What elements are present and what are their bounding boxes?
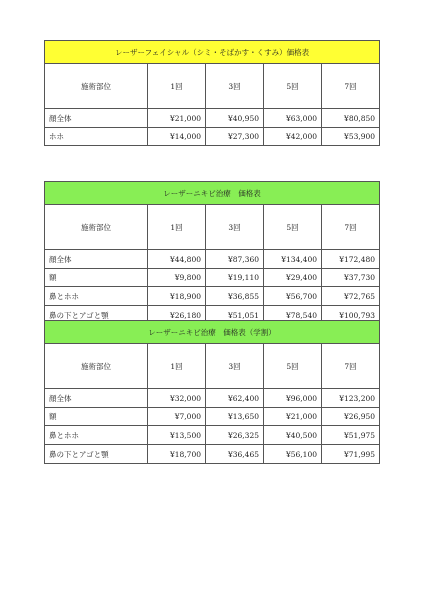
header-3x: 3回 xyxy=(206,64,264,109)
row-part: 鼻の下とアゴと顎 xyxy=(45,306,148,325)
header-part: 施術部位 xyxy=(45,205,148,250)
price-table-laser-facial xyxy=(44,40,380,146)
price-3x: ¥27,300 xyxy=(206,128,264,146)
price-3x: ¥40,950 xyxy=(206,109,264,128)
price-5x: ¥29,400 xyxy=(264,269,322,287)
table-row xyxy=(45,269,380,287)
table-header-row xyxy=(45,344,380,389)
row-part: ホホ xyxy=(45,128,148,146)
price-7x: ¥80,850 xyxy=(322,109,380,128)
price-5x: ¥56,100 xyxy=(264,445,322,464)
table-row xyxy=(45,445,380,464)
table-row xyxy=(45,408,380,426)
price-1x: ¥18,900 xyxy=(148,287,206,306)
price-5x: ¥134,400 xyxy=(264,250,322,269)
price-1x: ¥18,700 xyxy=(148,445,206,464)
table-row xyxy=(45,250,380,269)
table-title: レーザーニキビ治療 価格表（学割） xyxy=(45,321,380,344)
header-part: 施術部位 xyxy=(45,344,148,389)
price-1x: ¥13,500 xyxy=(148,426,206,445)
price-table-laser-acne xyxy=(44,181,380,325)
price-1x: ¥21,000 xyxy=(148,109,206,128)
price-3x: ¥62,400 xyxy=(206,389,264,408)
table-row xyxy=(45,389,380,408)
table-title-row xyxy=(45,41,380,64)
price-3x: ¥36,465 xyxy=(206,445,264,464)
price-7x: ¥71,995 xyxy=(322,445,380,464)
price-table-laser-acne-student xyxy=(44,320,380,464)
price-3x: ¥87,360 xyxy=(206,250,264,269)
row-part: 鼻とホホ xyxy=(45,287,148,306)
header-7x: 7回 xyxy=(322,344,380,389)
header-1x: 1回 xyxy=(148,64,206,109)
row-part: 鼻の下とアゴと顎 xyxy=(45,445,148,464)
price-1x: ¥14,000 xyxy=(148,128,206,146)
price-7x: ¥51,975 xyxy=(322,426,380,445)
row-part: 鼻とホホ xyxy=(45,426,148,445)
row-part: 顔全体 xyxy=(45,250,148,269)
price-5x: ¥56,700 xyxy=(264,287,322,306)
price-1x: ¥44,800 xyxy=(148,250,206,269)
row-part: 額 xyxy=(45,408,148,426)
price-1x: ¥32,000 xyxy=(148,389,206,408)
row-part: 額 xyxy=(45,269,148,287)
price-5x: ¥96,000 xyxy=(264,389,322,408)
header-1x: 1回 xyxy=(148,344,206,389)
table-header-row xyxy=(45,205,380,250)
price-1x: ¥7,000 xyxy=(148,408,206,426)
header-1x: 1回 xyxy=(148,205,206,250)
price-7x: ¥172,480 xyxy=(322,250,380,269)
price-3x: ¥19,110 xyxy=(206,269,264,287)
table-title: レーザーニキビ治療 価格表 xyxy=(45,182,380,205)
header-3x: 3回 xyxy=(206,205,264,250)
header-7x: 7回 xyxy=(322,205,380,250)
price-7x: ¥100,793 xyxy=(322,306,380,325)
price-5x: ¥40,500 xyxy=(264,426,322,445)
table-title-row xyxy=(45,182,380,205)
price-3x: ¥36,855 xyxy=(206,287,264,306)
price-5x: ¥21,000 xyxy=(264,408,322,426)
header-3x: 3回 xyxy=(206,344,264,389)
price-3x: ¥51,051 xyxy=(206,306,264,325)
table-row xyxy=(45,109,380,128)
table-row xyxy=(45,426,380,445)
price-7x: ¥53,900 xyxy=(322,128,380,146)
price-3x: ¥26,325 xyxy=(206,426,264,445)
price-7x: ¥123,200 xyxy=(322,389,380,408)
table-row xyxy=(45,287,380,306)
price-5x: ¥63,000 xyxy=(264,109,322,128)
price-7x: ¥72,765 xyxy=(322,287,380,306)
table-title-row xyxy=(45,321,380,344)
header-part: 施術部位 xyxy=(45,64,148,109)
price-3x: ¥13,650 xyxy=(206,408,264,426)
price-5x: ¥78,540 xyxy=(264,306,322,325)
price-5x: ¥42,000 xyxy=(264,128,322,146)
header-7x: 7回 xyxy=(322,64,380,109)
price-1x: ¥9,800 xyxy=(148,269,206,287)
price-1x: ¥26,180 xyxy=(148,306,206,325)
price-7x: ¥37,730 xyxy=(322,269,380,287)
row-part: 顔全体 xyxy=(45,389,148,408)
price-7x: ¥26,950 xyxy=(322,408,380,426)
header-5x: 5回 xyxy=(264,205,322,250)
table-title: レーザーフェイシャル（シミ・そばかす・くすみ）価格表 xyxy=(45,41,380,64)
table-header-row xyxy=(45,64,380,109)
table-row xyxy=(45,128,380,146)
header-5x: 5回 xyxy=(264,64,322,109)
row-part: 顔全体 xyxy=(45,109,148,128)
header-5x: 5回 xyxy=(264,344,322,389)
